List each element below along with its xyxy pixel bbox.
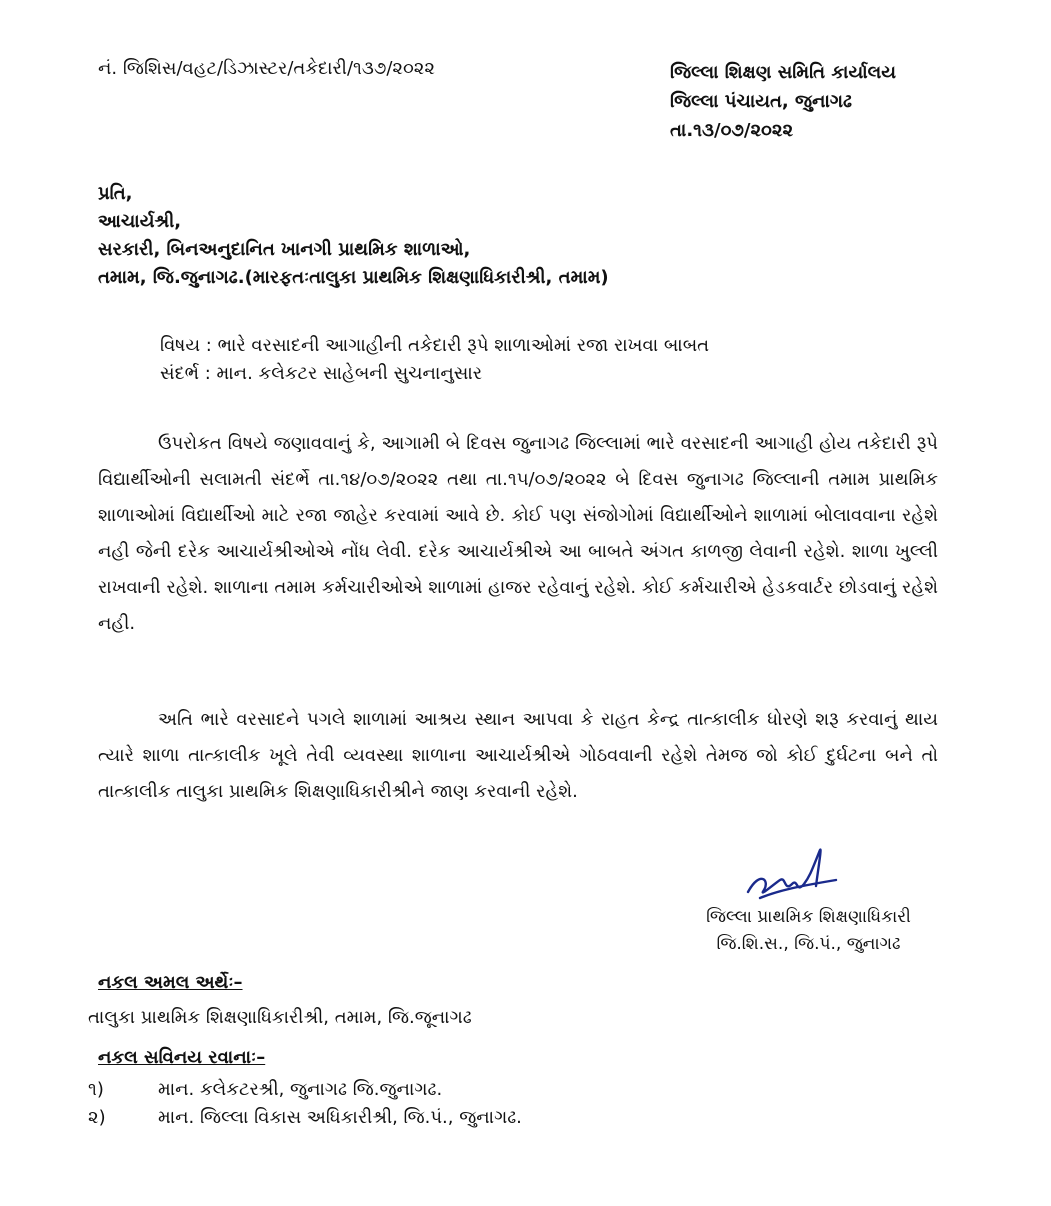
signature-icon: [740, 840, 850, 910]
subject-block: [160, 332, 709, 388]
copy-forwarded-list: [88, 1076, 522, 1132]
list-item-text: માન. જિલ્લા વિકાસ અધિકારીશ્રી, જિ.પં., જુનાગઢ.: [158, 1107, 522, 1128]
copy-for-action-recipient: તાલુકા પ્રાથમિક શિક્ષણાધિકારીશ્રી, તમામ, જિ.જૂનાગઢ: [88, 1007, 472, 1028]
subject-line: વિષય : ભારે વરસાદની આગાહીની તકેદારી રૂપે શાળાઓમાં રજા રાખવા બાબત: [160, 335, 710, 356]
body-paragraph-2: અતિ ભારે વરસાદને પગલે શાળામાં આશ્રય સ્થાન આપવા કે રાહત કેન્દ્ર તાત્કાલીક ધોરણે શરૂ કરવાનું થાય ત્યારે શાળા તાત્કાલીક ખૂલે તેવી વ્યવસ્થા શાળાના આચાર્યશ્રીએ ગોઠવવાની રહેશે તેમજ જો કોઈ દુર્ઘટના બને તો તાત્કાલીક તાલુકા પ્રાથમિક શિક્ષણાધિકારીશ્રીને જાણ કરવાની રહેશે.: [98, 709, 938, 802]
recipient-line: પ્રતિ,: [98, 183, 133, 204]
recipient-line: તમામ, જિ.જુનાગઢ.(મારફતઃતાલુકા પ્રાથમિક શિક્ષણાધિકારીશ્રી, તમામ): [98, 267, 609, 288]
office-location: જિલ્લા પંચાયત, જુનાગઢ: [670, 91, 852, 112]
copy-for-action-heading: નકલ અમલ અર્થેઃ–: [98, 972, 243, 993]
list-item-text: માન. કલેકટરશ્રી, જુનાગઢ જિ.જુનાગઢ.: [158, 1079, 443, 1100]
list-item-number: ૧): [88, 1079, 104, 1100]
signatory-office: જિ.શિ.સ., જિ.પં., જુનાગઢ: [716, 934, 901, 954]
recipient-line: સરકારી, બિનઅનુદાનિત ખાનગી પ્રાથમિક શાળાઓ,: [98, 239, 471, 260]
office-name: જિલ્લા શિક્ષણ સમિતિ કાર્યાલય: [670, 62, 896, 83]
recipient-line: આચાર્યશ્રી,: [98, 211, 182, 232]
signatory-designation: જિલ્લા પ્રાથમિક શિક્ષણાધિકારી: [706, 907, 911, 927]
list-item-number: ૨): [88, 1107, 106, 1128]
list-item: [88, 1076, 522, 1104]
body-paragraph-1: ઉપરોકત વિષયે જણાવવાનું કે, આગામી બે દિવસ જુનાગઢ જિલ્લામાં ભારે વરસાદની આગાહી હોય તકેદારી રૂપે વિદ્યાર્થીઓની સલામતી સંદર્ભે તા.૧૪/૦૭/૨૦૨૨ તથા તા.૧૫/૦૭/૨૦૨૨ બે દિવસ જુનાગઢ જિલ્લાની તમામ પ્રાથમિક શાળાઓમાં વિદ્યાર્થીઓ માટે રજા જાહેર કરવામાં આવે છે. કોઈ પણ સંજોગોમાં વિદ્યાર્થીઓને શાળામાં બોલાવવાના રહેશે નહી જેની દરેક આચાર્યશ્રીઓએ નોંધ લેવી. દરેક આચાર્યશ્રીએ આ બાબતે અંગત કાળજી લેવાની રહેશે. શાળા ખુલ્લી રાખવાની રહેશે. શાળાના તમામ કર્મચારીઓએ શાળામાં હાજર રહેવાનું રહેશે. કોઈ કર્મચારીએ હેડકવાર્ટર છોડવાનું રહેશે નહી.: [98, 433, 938, 634]
letter-date: તા.૧૩/૦૭/૨૦૨૨: [670, 120, 794, 141]
reference-line: સંદર્ભ : માન. કલેકટર સાહેબની સુચનાનુસાર: [160, 363, 483, 384]
copy-forwarded-heading: નકલ સવિનય રવાનાઃ–: [98, 1047, 266, 1068]
reference-number: નં. જિશિસ/વહટ/ડિઝાસ્ટર/તકેદારી/૧૩૭/૨૦૨૨: [98, 58, 435, 79]
list-item: [88, 1104, 522, 1132]
signatory: [676, 904, 941, 958]
recipient-block: [98, 180, 609, 292]
office-header: [670, 58, 896, 145]
